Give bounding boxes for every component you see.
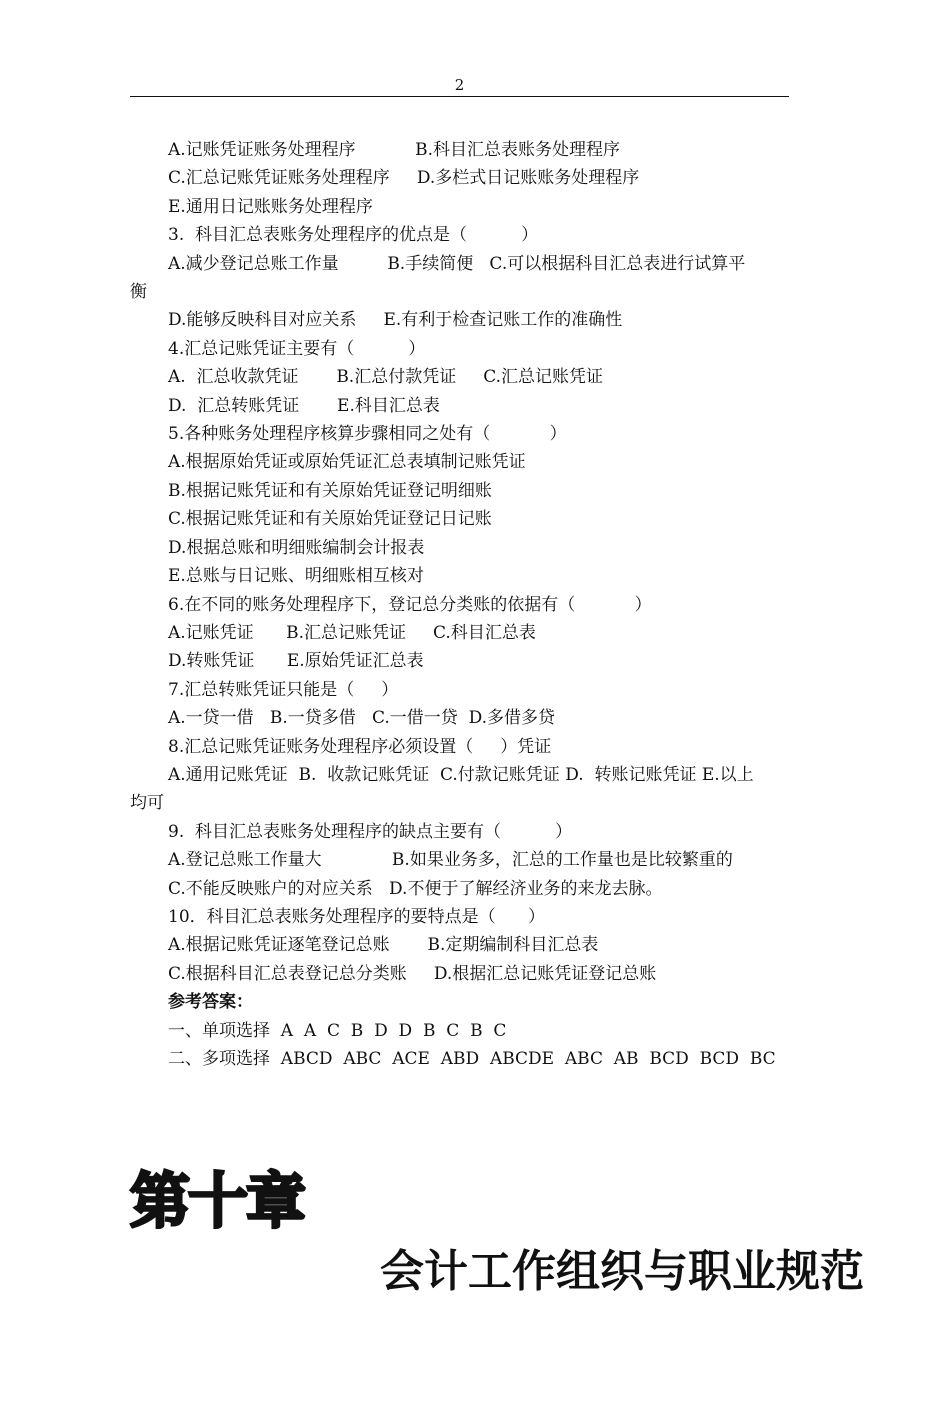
text-line: A.记账凭证账务处理程序 B.科目汇总表账务处理程序 (168, 140, 621, 160)
question-3: 3. 科目汇总表账务处理程序的优点是（ ） (168, 225, 539, 246)
text-line: A.记账凭证 B.汇总记账凭证 C.科目汇总表 (168, 622, 536, 643)
question-6: 6.在不同的账务处理程序下，登记总分类账的依据有（ ） (168, 594, 652, 615)
text-line: A.根据原始凭证或原始凭证汇总表填制记账凭证 (168, 452, 526, 473)
page-number: 2 (454, 76, 465, 94)
answers-single-choice: 一、单项选择 A A C B D D B C B C (168, 1020, 507, 1041)
chapter-title: 会计工作组织与职业规范 (380, 1246, 864, 1297)
text-line: D.转账凭证 E.原始凭证汇总表 (168, 651, 424, 672)
chapter-label: 第十章 (130, 1167, 304, 1237)
question-9: 9. 科目汇总表账务处理程序的缺点主要有（ ） (168, 821, 573, 842)
page-header (130, 74, 789, 97)
text-line: C.不能反映账户的对应关系 D.不便于了解经济业务的来龙去脉。 (168, 878, 663, 899)
text-line: A.一贷一借 B.一贷多借 C.一借一贷 D.多借多贷 (168, 708, 556, 729)
text-line: C.根据科目汇总表登记总分类账 D.根据汇总记账凭证登记总账 (168, 963, 657, 984)
text-line: E.总账与日记账、明细账相互核对 (168, 566, 424, 587)
text-line: A.登记总账工作量大 B.如果业务多，汇总的工作量也是比较繁重的 (168, 850, 733, 871)
text-line: E.通用日记账账务处理程序 (168, 196, 373, 217)
text-line: A. 汇总收款凭证 B.汇总付款凭证 C.汇总记账凭证 (168, 367, 604, 388)
question-7: 7.汇总转账凭证只能是（ ） (168, 679, 399, 700)
text-line: A.减少登记总账工作量 B.手续简便 C.可以根据科目汇总表进行试算平 (168, 253, 746, 274)
document-body (130, 136, 830, 1073)
question-5: 5.各种账务处理程序核算步骤相同之处有（ ） (168, 424, 567, 445)
text-line: D.根据总账和明细账编制会计报表 (168, 537, 425, 558)
text-line: D. 汇总转账凭证 E.科目汇总表 (168, 395, 440, 416)
answers-heading: 参考答案： (168, 992, 253, 1013)
answers-multiple-choice: 二、多项选择 ABCD ABC ACE ABD ABCDE ABC AB BCD BCD BC (168, 1049, 776, 1069)
question-8: 8.汇总记账凭证账务处理程序必须设置（ ）凭证 (168, 736, 552, 757)
question-4: 4.汇总记账凭证主要有（ ） (168, 338, 426, 359)
text-line: C.汇总记账凭证账务处理程序 D.多栏式日记账账务处理程序 (168, 168, 640, 189)
text-line: A.通用记账凭证 B. 收款记账凭证 C.付款记账凭证 D. 转账记账凭证 E.以上 (168, 764, 754, 785)
question-10: 10．科目汇总表账务处理程序的要特点是（ ） (168, 906, 546, 927)
text-line-continuation: 均可 (130, 793, 164, 814)
text-line: B.根据记账凭证和有关原始凭证登记明细账 (168, 480, 492, 501)
text-line: C.根据记账凭证和有关原始凭证登记日记账 (168, 509, 492, 530)
text-line-continuation: 衡 (130, 282, 147, 303)
text-line: D.能够反映科目对应关系 E.有利于检查记账工作的准确性 (168, 310, 623, 331)
text-line: A.根据记账凭证逐笔登记总账 B.定期编制科目汇总表 (168, 935, 599, 956)
